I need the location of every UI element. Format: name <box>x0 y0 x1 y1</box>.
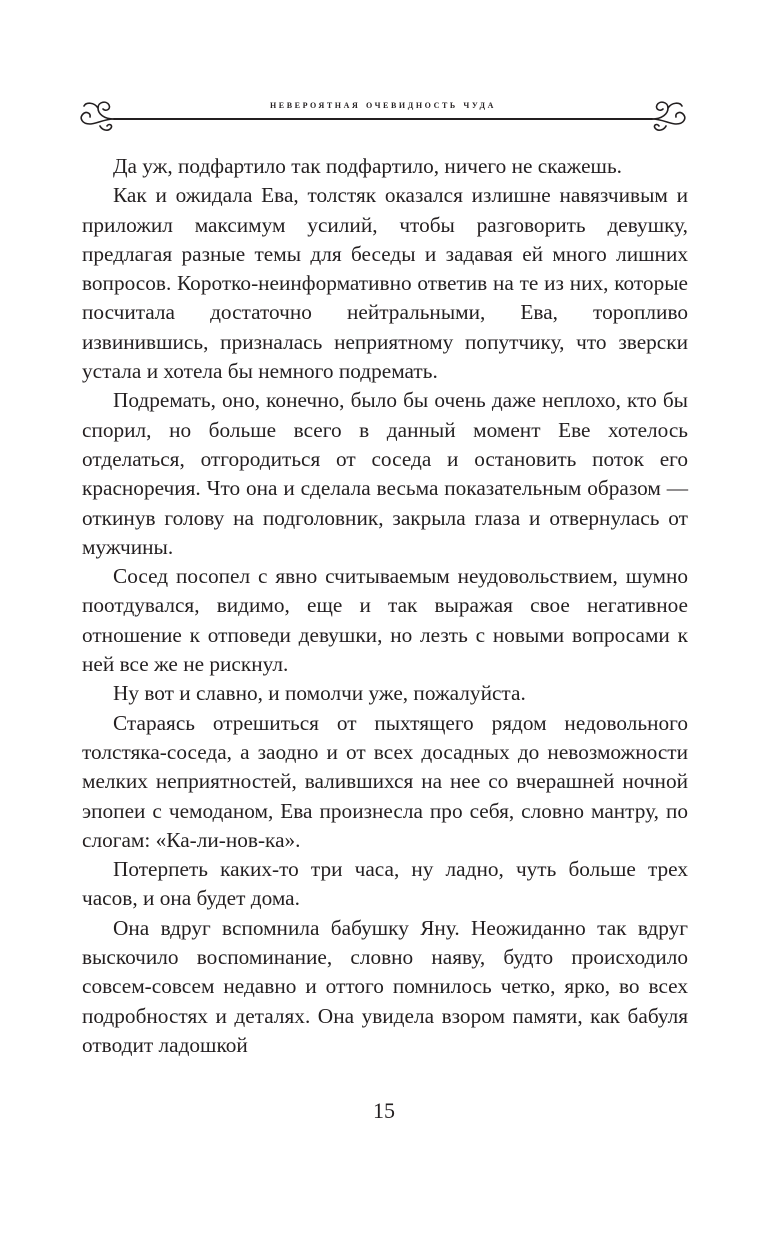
paragraph: Потерпеть каких-то три часа, ну ладно, чуть больше трех часов, и она будет дома. <box>82 857 688 911</box>
paragraph: Сосед посопел с явно считываемым неудовольствием, шумно поотдувался, видимо, еще и так выражая свое негативное отношение к отповеди девушки, но лезть с новыми вопросами к ней все же не рискнул. <box>82 564 688 677</box>
paragraph: Она вдруг вспомнила бабушку Яну. Неожиданно так вдруг выскочило воспоминание, словно наяву, будто происходило совсем-совсем недавно и оттого помнилось четко, ярко, во всех подробностях и деталях. Она увидела взором памяти, как бабуля отводит ладошкой <box>82 915 688 1057</box>
paragraph: Ну вот и славно, и помолчи уже, пожалуйста. <box>113 681 526 706</box>
paragraph: Как и ожидала Ева, толстяк оказался излишне навязчивым и приложил максимум усилий, чтобы разговорить девушку, предлагая разные темы для беседы и задавая ей много лишних вопросов. Коротко-неинформативно ответив на те из них, которые посчитала достаточно нейтральными, Ева, торопливо извинившись, призналась неприятному попутчику, что зверски устала и хотела бы немного подремать. <box>82 183 688 384</box>
page-number: 15 <box>373 1098 395 1123</box>
paragraph: Подремать, оно, конечно, было бы очень даже неплохо, кто бы спорил, но больше всего в данный момент Еве хотелось отделаться, отгородиться от соседа и остановить поток его красноречия. Что она и сделала весьма показательным образом — откинув голову на подголовник, закрыла глаза и отвернулась от мужчины. <box>82 388 688 559</box>
paragraph: Стараясь отрешиться от пыхтящего рядом недовольного толстяка-соседа, а заодно и от всех досадных до невозможности мелких неприятностей, валившихся на нее со вчерашней ночной эпопеи с чемоданом, Ева произнесла про себя, словно мантру, по слогам: «Ка-ли-нов-ка». <box>82 710 688 852</box>
running-header <box>76 92 690 140</box>
running-title: невероятная очевидность чуда <box>269 97 497 111</box>
paragraph: Да уж, подфартило так подфартило, ничего не скажешь. <box>113 154 622 178</box>
body-text <box>82 152 688 1060</box>
